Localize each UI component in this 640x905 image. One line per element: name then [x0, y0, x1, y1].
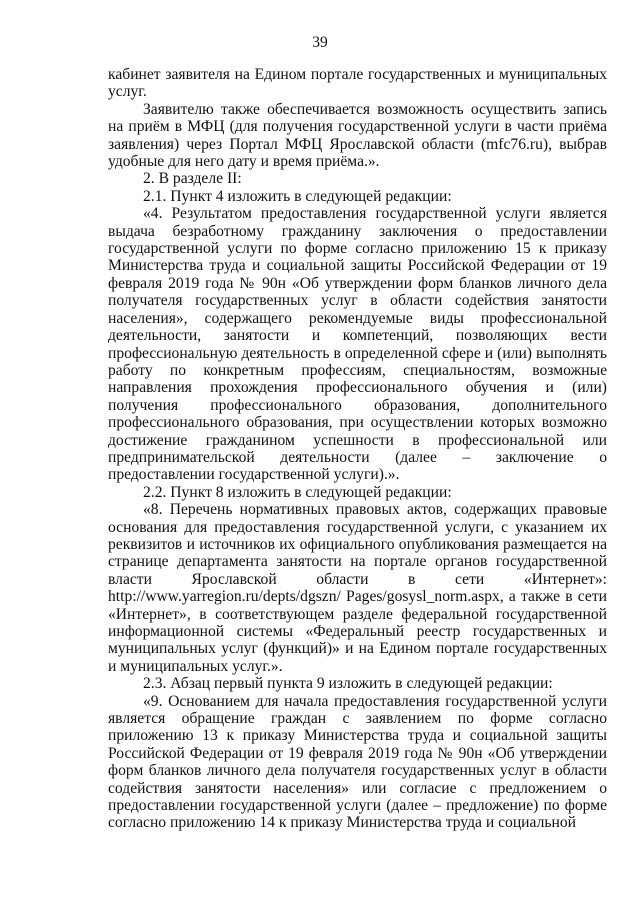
page-number: 39 — [312, 34, 328, 51]
paragraph-point-8: «8. Перечень нормативных правовых актов, содержащих правовые основания для предоставления государственной услуги, с указанием их реквизитов и источников их официального опубликования размещается на странице департамента занятости на портале органов государственной власти Ярославской области в сети «Интернет»: http://www.yarregion.ru/depts/dgszn/ Pages/gosysl_norm.aspx, а также в сети «Интернет», в соответствующем разделе федеральной государственной информационной системы «Федеральный реестр государственных и муниципальных услуг (функций)» и на Едином портале государственных и муниципальных услуг.». — [108, 501, 607, 675]
paragraph-point-9: «9. Основанием для начала предоставления государственной услуги является обращение граждан с заявлением по форме согласно приложению 13 к приказу Министерства труда и социальной защиты Российской Федерации от 19 февраля 2019 года № 90н «Об утверждении форм бланков личного дела получателя государственных услуг в области содействия занятости населения» или согласие с предложением о предоставлении государственной услуги (далее – предложение) по форме согласно приложению 14 к приказу Министерства труда и социальной — [108, 692, 607, 832]
paragraph-point-4: «4. Результатом предоставления государственной услуги является выдача безработному гражданину заключения о предоставлении государственной услуги по форме согласно приложению 15 к приказу Министерства труда и социальной защиты Российской Федерации от 19 февраля 2019 года № 90н «Об утверждении форм бланков личного дела получателя государственных услуг в области содействия занятости населения», содержащего рекомендуемые виды профессиональной деятельности, занятости и компетенций, позволяющих вести профессиональную деятельность в определенной сфере и (или) выполнять работу по конкретным профессиям, специальностям, возможные направления прохождения профессионального обучения и (или) получения профессионального образования, дополнительного профессионального образования, при осуществлении которых возможно достижение гражданином успешности в профессиональной или предпринимательской деятельности (далее – заключение о предоставлении государственной услуги).». — [108, 205, 607, 484]
paragraph-appointment: Заявителю также обеспечивается возможность осуществить запись на приём в МФЦ (для получения государственной услуги в части приёма заявления) через Портал МФЦ Ярославской области (mfc76.ru), выбрав удобные для него дату и время приёма.». — [108, 100, 607, 171]
paragraph-item-2-3: 2.3. Абзац первый пункта 9 изложить в следующей редакции: — [143, 675, 553, 693]
paragraph-item-2-1: 2.1. Пункт 4 изложить в следующей редакции: — [143, 187, 452, 205]
paragraph-section-ii: 2. В разделе II: — [143, 170, 242, 188]
paragraph-continuation: кабинет заявителя на Едином портале государственных и муниципальных услуг. — [108, 66, 607, 101]
paragraph-item-2-2: 2.2. Пункт 8 изложить в следующей редакции: — [143, 483, 452, 501]
document-body — [108, 66, 607, 832]
